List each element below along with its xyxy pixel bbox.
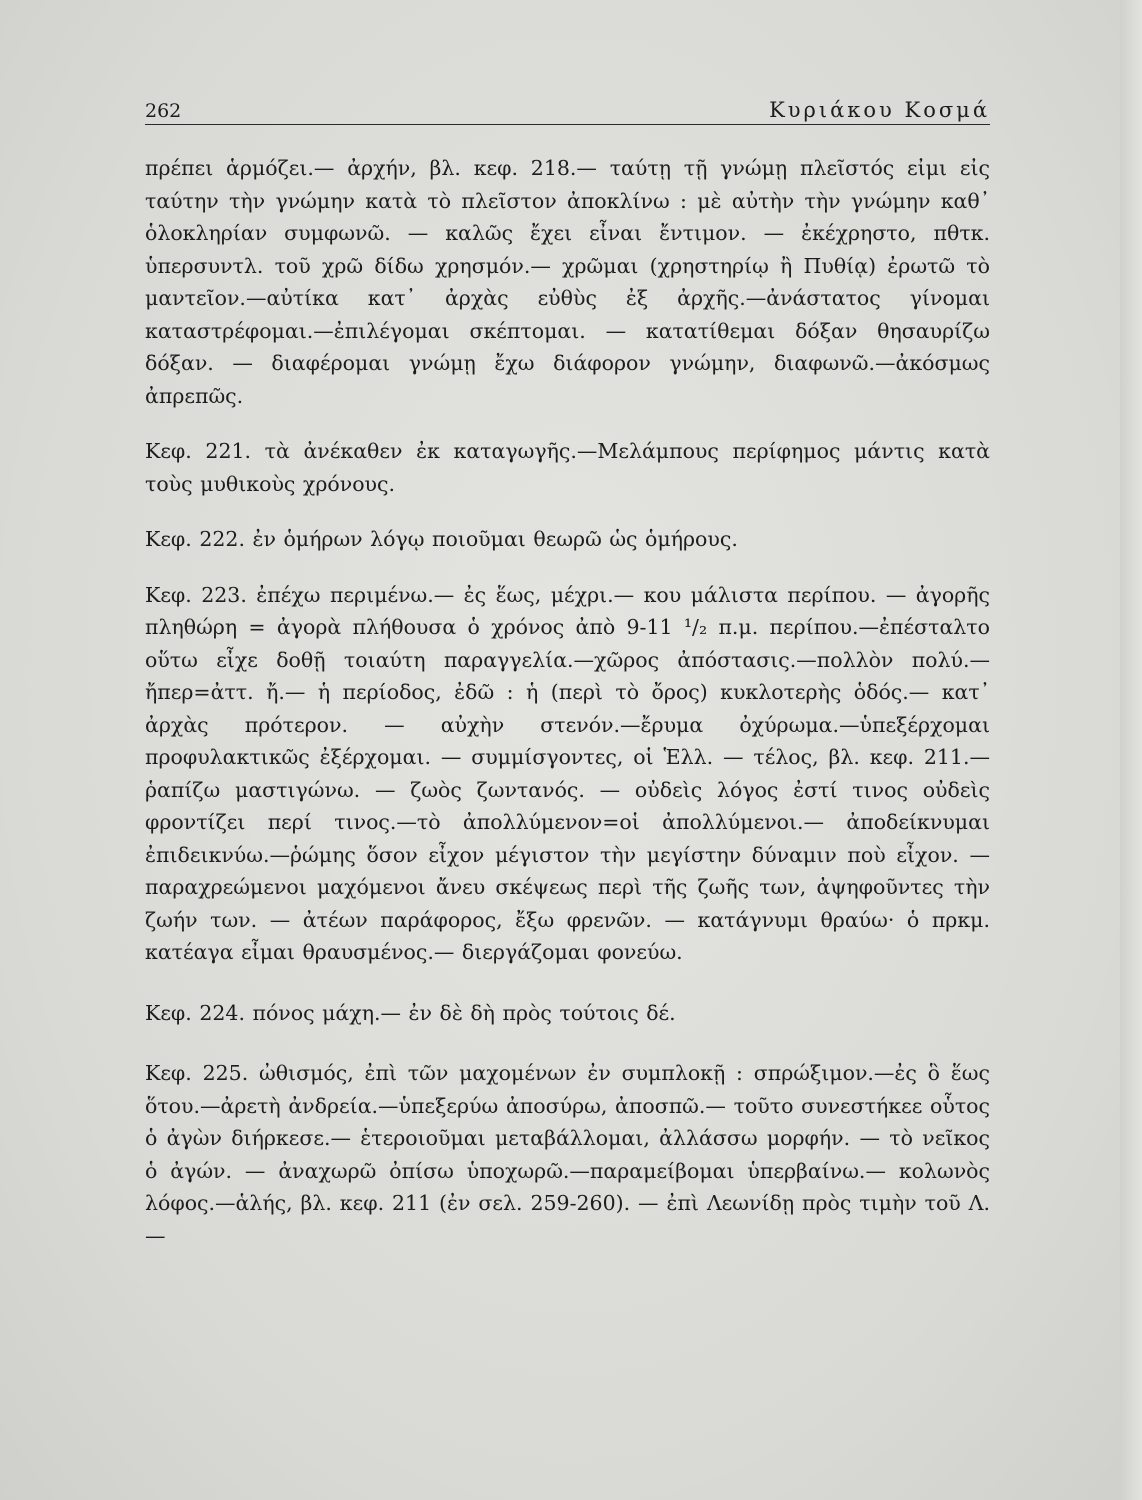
paragraph-chapter-223: Κεφ. 223. ἐπέχω περιμένω.— ἐς ἕως, μέχρι.— κου μάλιστα περίπου. — ἀγορῆς πληθώρη = ἀγορὰ πλήθουσα ὁ χρόνος ἀπὸ 9-11 ¹/₂ π.μ. περίπου.—ἐπέσταλτο οὕτω εἶχε δοθῇ τοιαύτη παραγγελία.—χῶρος ἀπόστασις.—πολλὸν πολύ.— ἤπερ=ἀττ. ἤ.— ἡ περίοδος, ἐδῶ : ἡ (περὶ τὸ ὄρος) κυκλοτερὴς ὁδός.— κατ᾽ ἀρχὰς πρότερον. — αὐχὴν στενόν.—ἔρυμα ὀχύρωμα.—ὑπεξέρχομαι προφυλακτικῶς ἐξέρχομαι. — συμμίσγοντες, οἱ Ἑλλ. — τέλος, βλ. κεφ. 211.— ῥαπίζω μαστιγώνω. — ζωὸς ζωντανός. — οὐδεὶς λόγος ἐστί τινος οὐδεὶς φροντίζει περί τινος.—τὸ ἀπολλύμενον=οἱ ἀπολλύμενοι.— ἀποδείκνυμαι ἐπιδεικνύω.—ῥώμης ὅσον εἶχον μέγιστον τὴν μεγίστην δύναμιν ποὺ εἶχον. — παραχρεώμενοι μαχόμενοι ἄνευ σκέψεως περὶ τῆς ζωῆς των, ἀψηφοῦντες τὴν ζωήν των. — ἀτέων παράφορος, ἔξω φρενῶν. — κατάγνυμι θραύω· ὁ πρκμ. κατέαγα εἶμαι θραυσμένος.— διεργάζομαι φονεύω.: [145, 582, 990, 964]
running-title: Κυριάκου Κοσμά: [769, 98, 990, 122]
page-edge: [1120, 0, 1142, 1500]
paragraph-glossary-continued: πρέπει ἁρμόζει.— ἀρχήν, βλ. κεφ. 218.— ταύτῃ τῇ γνώμῃ πλεῖστός εἰμι εἰς ταύτην τὴν γνώμην κατὰ τὸ πλεῖστον ἀποκλίνω : μὲ αὐτὴν τὴν γνώμην καθ᾽ ὁλοκληρίαν συμφωνῶ. — καλῶς ἔχει εἶναι ἔντιμον. — ἐκέχρηστο, πθτκ. ὑπερσυντλ. τοῦ χρῶ δίδω χρησμόν.— χρῶμαι (χρηστηρίῳ ἢ Πυθίᾳ) ἐρωτῶ τὸ μαντεῖον.—αὐτίκα κατ᾽ ἀρχὰς εὐθὺς ἐξ ἀρχῆς.—ἀνάστατος γίνομαι καταστρέφομαι.—ἐπιλέγομαι σκέπτομαι. — κατατίθεμαι δόξαν θησαυρίζω δόξαν. — διαφέρομαι γνώμῃ ἔχω διάφορον γνώμην, διαφωνῶ.—ἀκόσμως ἀπρεπῶς.: [145, 156, 990, 408]
commentary-text: [145, 152, 990, 1252]
paragraph-chapter-224: Κεφ. 224. πόνος μάχη.— ἐν δὲ δὴ πρὸς τούτοις δέ.: [145, 1000, 676, 1025]
page-header: [145, 96, 990, 125]
paragraph-chapter-225: Κεφ. 225. ὠθισμός, ἐπὶ τῶν μαχομένων ἐν συμπλοκῇ : σπρώξιμον.—ἐς ὃ ἕως ὅτου.—ἀρετὴ ἀνδρεία.—ὑπεξερύω ἀποσύρω, ἀποσπῶ.— τοῦτο συνεστήκεε οὗτος ὁ ἀγὼν διήρκεσε.— ἑτεροιοῦμαι μεταβάλλομαι, ἀλλάσσω μορφήν. — τὸ νεῖκος ὁ ἀγών. — ἀναχωρῶ ὀπίσω ὑποχωρῶ.—παραμείβομαι ὑπερβαίνω.— κολωνὸς λόφος.—ἁλής, βλ. κεφ. 211 (ἐν σελ. 259-260). — ἐπὶ Λεωνίδῃ πρὸς τιμὴν τοῦ Λ. —: [145, 1061, 990, 1248]
paragraph-chapter-221: Κεφ. 221. τὰ ἀνέκαθεν ἐκ καταγωγῆς.—Μελάμπους περίφημος μάντις κατὰ τοὺς μυθικοὺς χρόνους.: [145, 439, 990, 496]
page-number: 262: [145, 100, 182, 122]
paragraph-chapter-222: Κεφ. 222. ἐν ὁμήρων λόγῳ ποιοῦμαι θεωρῶ ὡς ὁμήρους.: [145, 527, 738, 551]
